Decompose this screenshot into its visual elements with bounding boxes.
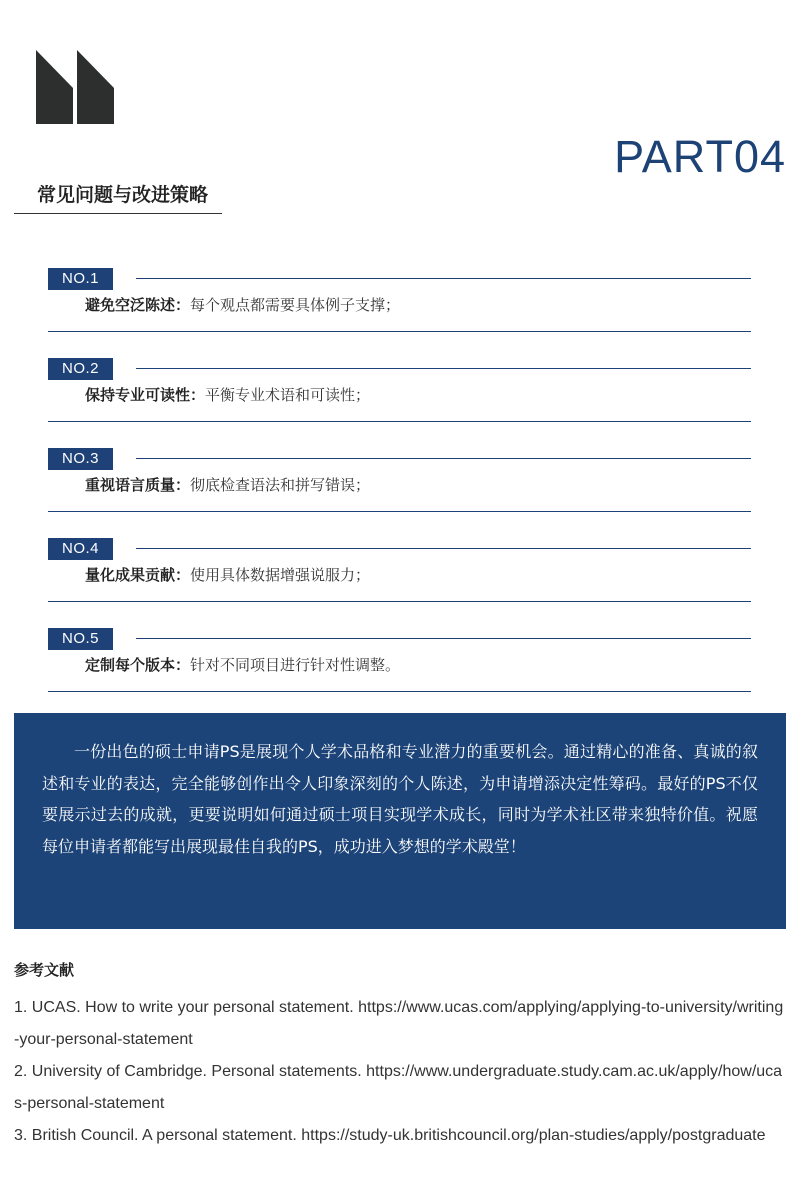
reference-item: 2. University of Cambridge. Personal statements. https://www.undergraduate.study.cam.ac.uk/apply/how/ucas-personal-statement: [14, 1063, 783, 1112]
item-description: 使用具体数据增强说服力；: [190, 566, 371, 584]
list-item: [48, 538, 751, 614]
list-item: [48, 628, 751, 704]
reference-item: 1. UCAS. How to write your personal statement. https://www.ucas.com/applying/applying-to-university/writing-your-personal-statement: [14, 999, 784, 1048]
item-text: [85, 293, 400, 317]
twin-bookmark-logo-icon: [36, 50, 116, 124]
item-description: 针对不同项目进行针对性调整。: [190, 656, 401, 674]
item-bottom-rule: [48, 331, 751, 332]
item-title: 量化成果贡献：: [85, 566, 191, 584]
references-list: [14, 992, 784, 1152]
item-number-badge: NO.1: [48, 268, 113, 290]
item-bottom-rule: [48, 511, 751, 512]
item-bottom-rule: [48, 601, 751, 602]
item-number-badge: NO.2: [48, 358, 113, 380]
section-title: 常见问题与改进策略: [37, 184, 209, 206]
item-top-rule: [136, 278, 751, 279]
item-title: 定制每个版本：: [85, 656, 191, 674]
summary-box: [14, 713, 786, 929]
item-text: [85, 473, 370, 497]
item-title: 重视语言质量：: [85, 476, 191, 494]
item-number-badge: NO.4: [48, 538, 113, 560]
item-description: 平衡专业术语和可读性；: [205, 386, 371, 404]
item-number-badge: NO.3: [48, 448, 113, 470]
section-title-underline: [14, 213, 222, 214]
summary-text: 一份出色的硕士申请PS是展现个人学术品格和专业潜力的重要机会。通过精心的准备、真诚的叙述和专业的表达，完全能够创作出令人印象深刻的个人陈述，为申请增添决定性筹码。最好的PS不仅要展示过去的成就，更要说明如何通过硕士项目实现学术成长，同时为学术社区带来独特价值。祝愿每位申请者都能写出展现最佳自我的PS，成功进入梦想的学术殿堂！: [42, 742, 758, 856]
reference-item: 3. British Council. A personal statement. https://study-uk.britishcouncil.org/plan-studies/apply/postgraduate: [14, 1127, 766, 1144]
item-top-rule: [136, 638, 751, 639]
item-top-rule: [136, 548, 751, 549]
list-item: [48, 268, 751, 344]
item-top-rule: [136, 458, 751, 459]
item-number-badge: NO.5: [48, 628, 113, 650]
part-title: PART04: [614, 131, 786, 182]
item-bottom-rule: [48, 691, 751, 692]
list-item: [48, 448, 751, 524]
item-title: 保持专业可读性：: [85, 386, 206, 404]
item-title: 避免空泛陈述：: [85, 296, 191, 314]
list-item: [48, 358, 751, 434]
item-text: [85, 653, 400, 677]
item-text: [85, 563, 370, 587]
item-description: 彻底检查语法和拼写错误；: [190, 476, 371, 494]
item-description: 每个观点都需要具体例子支撑；: [190, 296, 401, 314]
item-bottom-rule: [48, 421, 751, 422]
item-top-rule: [136, 368, 751, 369]
references-title: 参考文献: [14, 961, 75, 979]
item-text: [85, 383, 370, 407]
